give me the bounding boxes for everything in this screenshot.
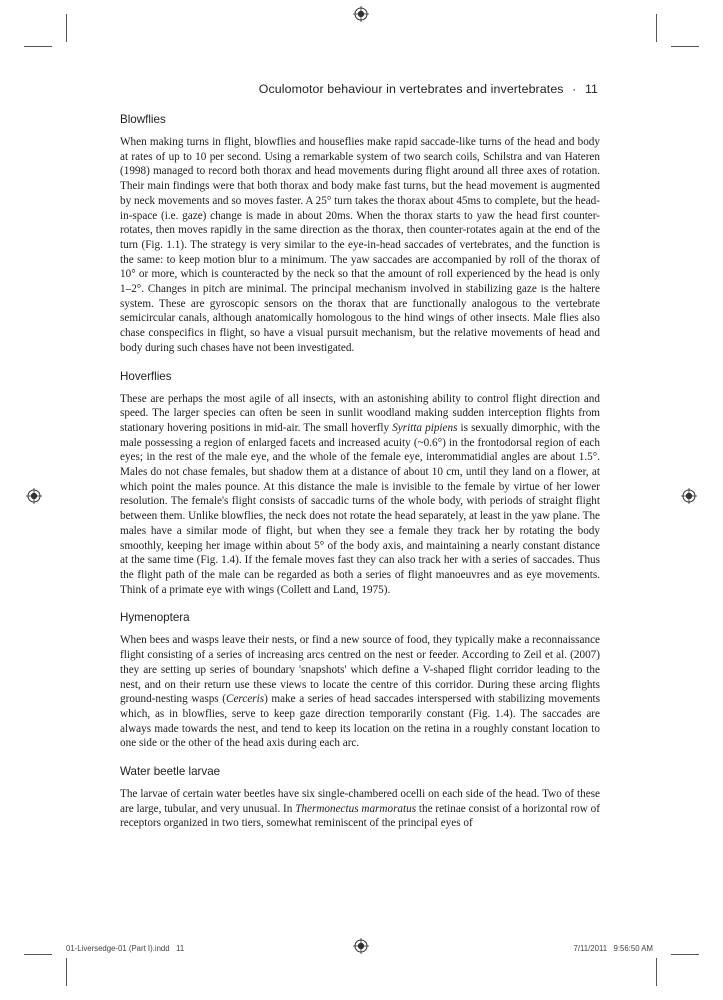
crop-mark xyxy=(656,14,657,42)
running-head xyxy=(0,82,598,96)
slug-file-info: 01-Liversedge-01 (Part I).indd 11 xyxy=(66,944,185,953)
registration-mark-icon xyxy=(681,488,697,504)
section-heading: Blowflies xyxy=(120,113,166,126)
registration-mark-icon xyxy=(353,938,369,954)
section-paragraph: The larvae of certain water beetles have six single-chambered ocelli on each side of the head. Two of these are large, tubular, and very unusual. In Thermonectus marmoratus the retinae consist of a horizontal row of receptors organized in two tiers, somewhat reminiscent of the principal eyes of xyxy=(120,788,600,830)
running-head-title: Oculomotor behaviour in vertebrates and invertebrates xyxy=(258,82,564,96)
section-heading: Water beetle larvae xyxy=(120,765,221,779)
section-hymenoptera xyxy=(120,611,600,751)
section-heading: Hoverflies xyxy=(120,369,172,383)
crop-mark xyxy=(671,954,699,955)
crop-mark xyxy=(66,958,67,986)
running-head-separator: · xyxy=(572,82,577,96)
crop-mark xyxy=(24,954,52,955)
section-blowflies xyxy=(120,113,600,356)
section-water-beetle-larvae xyxy=(120,765,600,831)
section-paragraph: These are perhaps the most agile of all insects, with an astonishing ability to control flight direction and speed. The larger species can often be seen in sunlit woodland making sudden interception flights from stationary hovering positions in mid-air. The small hoverfly Syritta pipiens is sexually dimorphic, with the male possessing a region of enlarged facets and increased acuity (~0.6°) in the frontodorsal region of each eyes; in the rest of the male eye, and the whole of the female eye, interommatidial angles are about 1.5°. Males do not chase females, but shadow them at a distance of about 10 cm, until they land on a flower, at which point the males pounce. At this distance the male is invisible to the female by virtue of her lower resolution. The female's flight consists of saccadic turns of the whole body, with periods of straight flight between them. Unlike blowflies, the neck does not rotate the head separately, at least in the yaw plane. The males have a similar mode of flight, but when they see a female they track her by rotating the body smoothly, keeping her image within about 5° of the body axis, and maintaining a nearly constant distance at the same time (Fig. 1.4). If the female moves fast they can also track her with a series of saccades. Thus the flight path of the male can be regarded as both a series of flight manoeuvres and as eye movements. Think of a primate eye with wings (Collett and Land, 1975). xyxy=(120,392,600,596)
section-paragraph: When bees and wasps leave their nests, or find a new source of food, they typically make a reconnaissance flight consisting of a series of increasing arcs centred on the nest or feeder. According to Zeil et al. (2007) they are setting up series of boundary 'snapshots' which define a V-shaped flight corridor leading to the nest, and on their return use these views to locate the centre of this corridor. During these arcing flights ground-nesting wasps (Cerceris) make a series of head saccades interspersed with stabilizing movements which, as in blowflies, serve to keep gaze direction temporarily constant (Fig. 1.4). The saccades are always made towards the nest, and tend to keep its location on the retina in a roughly constant location to one side or the other of the head axis during each arc. xyxy=(120,634,601,750)
crop-mark xyxy=(24,46,52,47)
page-number: 11 xyxy=(584,82,598,96)
section-paragraph: When making turns in flight, blowflies and houseflies make rapid saccade-like turns of the head and body at rates of up to 10 per second. Using a remarkable system of two search coils, Schilstra and van Hateren (1998) managed to record both thorax and head movements during flight around all three axes of rotation. Their main findings were that both thorax and body make fast turns, but the head movement is augmented by neck movements and so moves faster. A 25° turn takes the thorax about 45ms to complete, but the head-in-space (i.e. gaze) change is made in about 20ms. When the thorax starts to yaw the head first counter-rotates, then moves rapidly in the same direction as the thorax, then counter-rotates again at the end of the turn (Fig. 1.1). The strategy is very similar to the eye-in-head saccades of vertebrates, and the function is the same: to keep motion blur to a minimum. The yaw saccades are accompanied by roll of the thorax of 10° or more, which is counteracted by the neck so that the amount of roll experienced by the head is only 1–2°. Changes in pitch are minimal. The principal mechanism involved in stabilizing gaze is the haltere system. These are gyroscopic sensors on the thorax that are functionally analogous to the vertebrate semicircular canals, although anatomically homologous to the hind wings of other insects. Male flies also chase conspecifics in flight, so have a visual pursuit mechanism, but the relative movements of head and body during such chases have not been investigated. xyxy=(120,136,600,354)
page-body xyxy=(120,113,600,845)
crop-mark xyxy=(656,958,657,986)
crop-mark xyxy=(671,46,699,47)
section-hoverflies xyxy=(120,370,600,598)
section-heading: Hymenoptera xyxy=(120,611,190,625)
crop-mark xyxy=(66,14,67,42)
slug-timestamp: 7/11/2011 9:56:50 AM xyxy=(573,944,653,953)
registration-mark-icon xyxy=(26,488,42,504)
registration-mark-icon xyxy=(353,6,369,22)
